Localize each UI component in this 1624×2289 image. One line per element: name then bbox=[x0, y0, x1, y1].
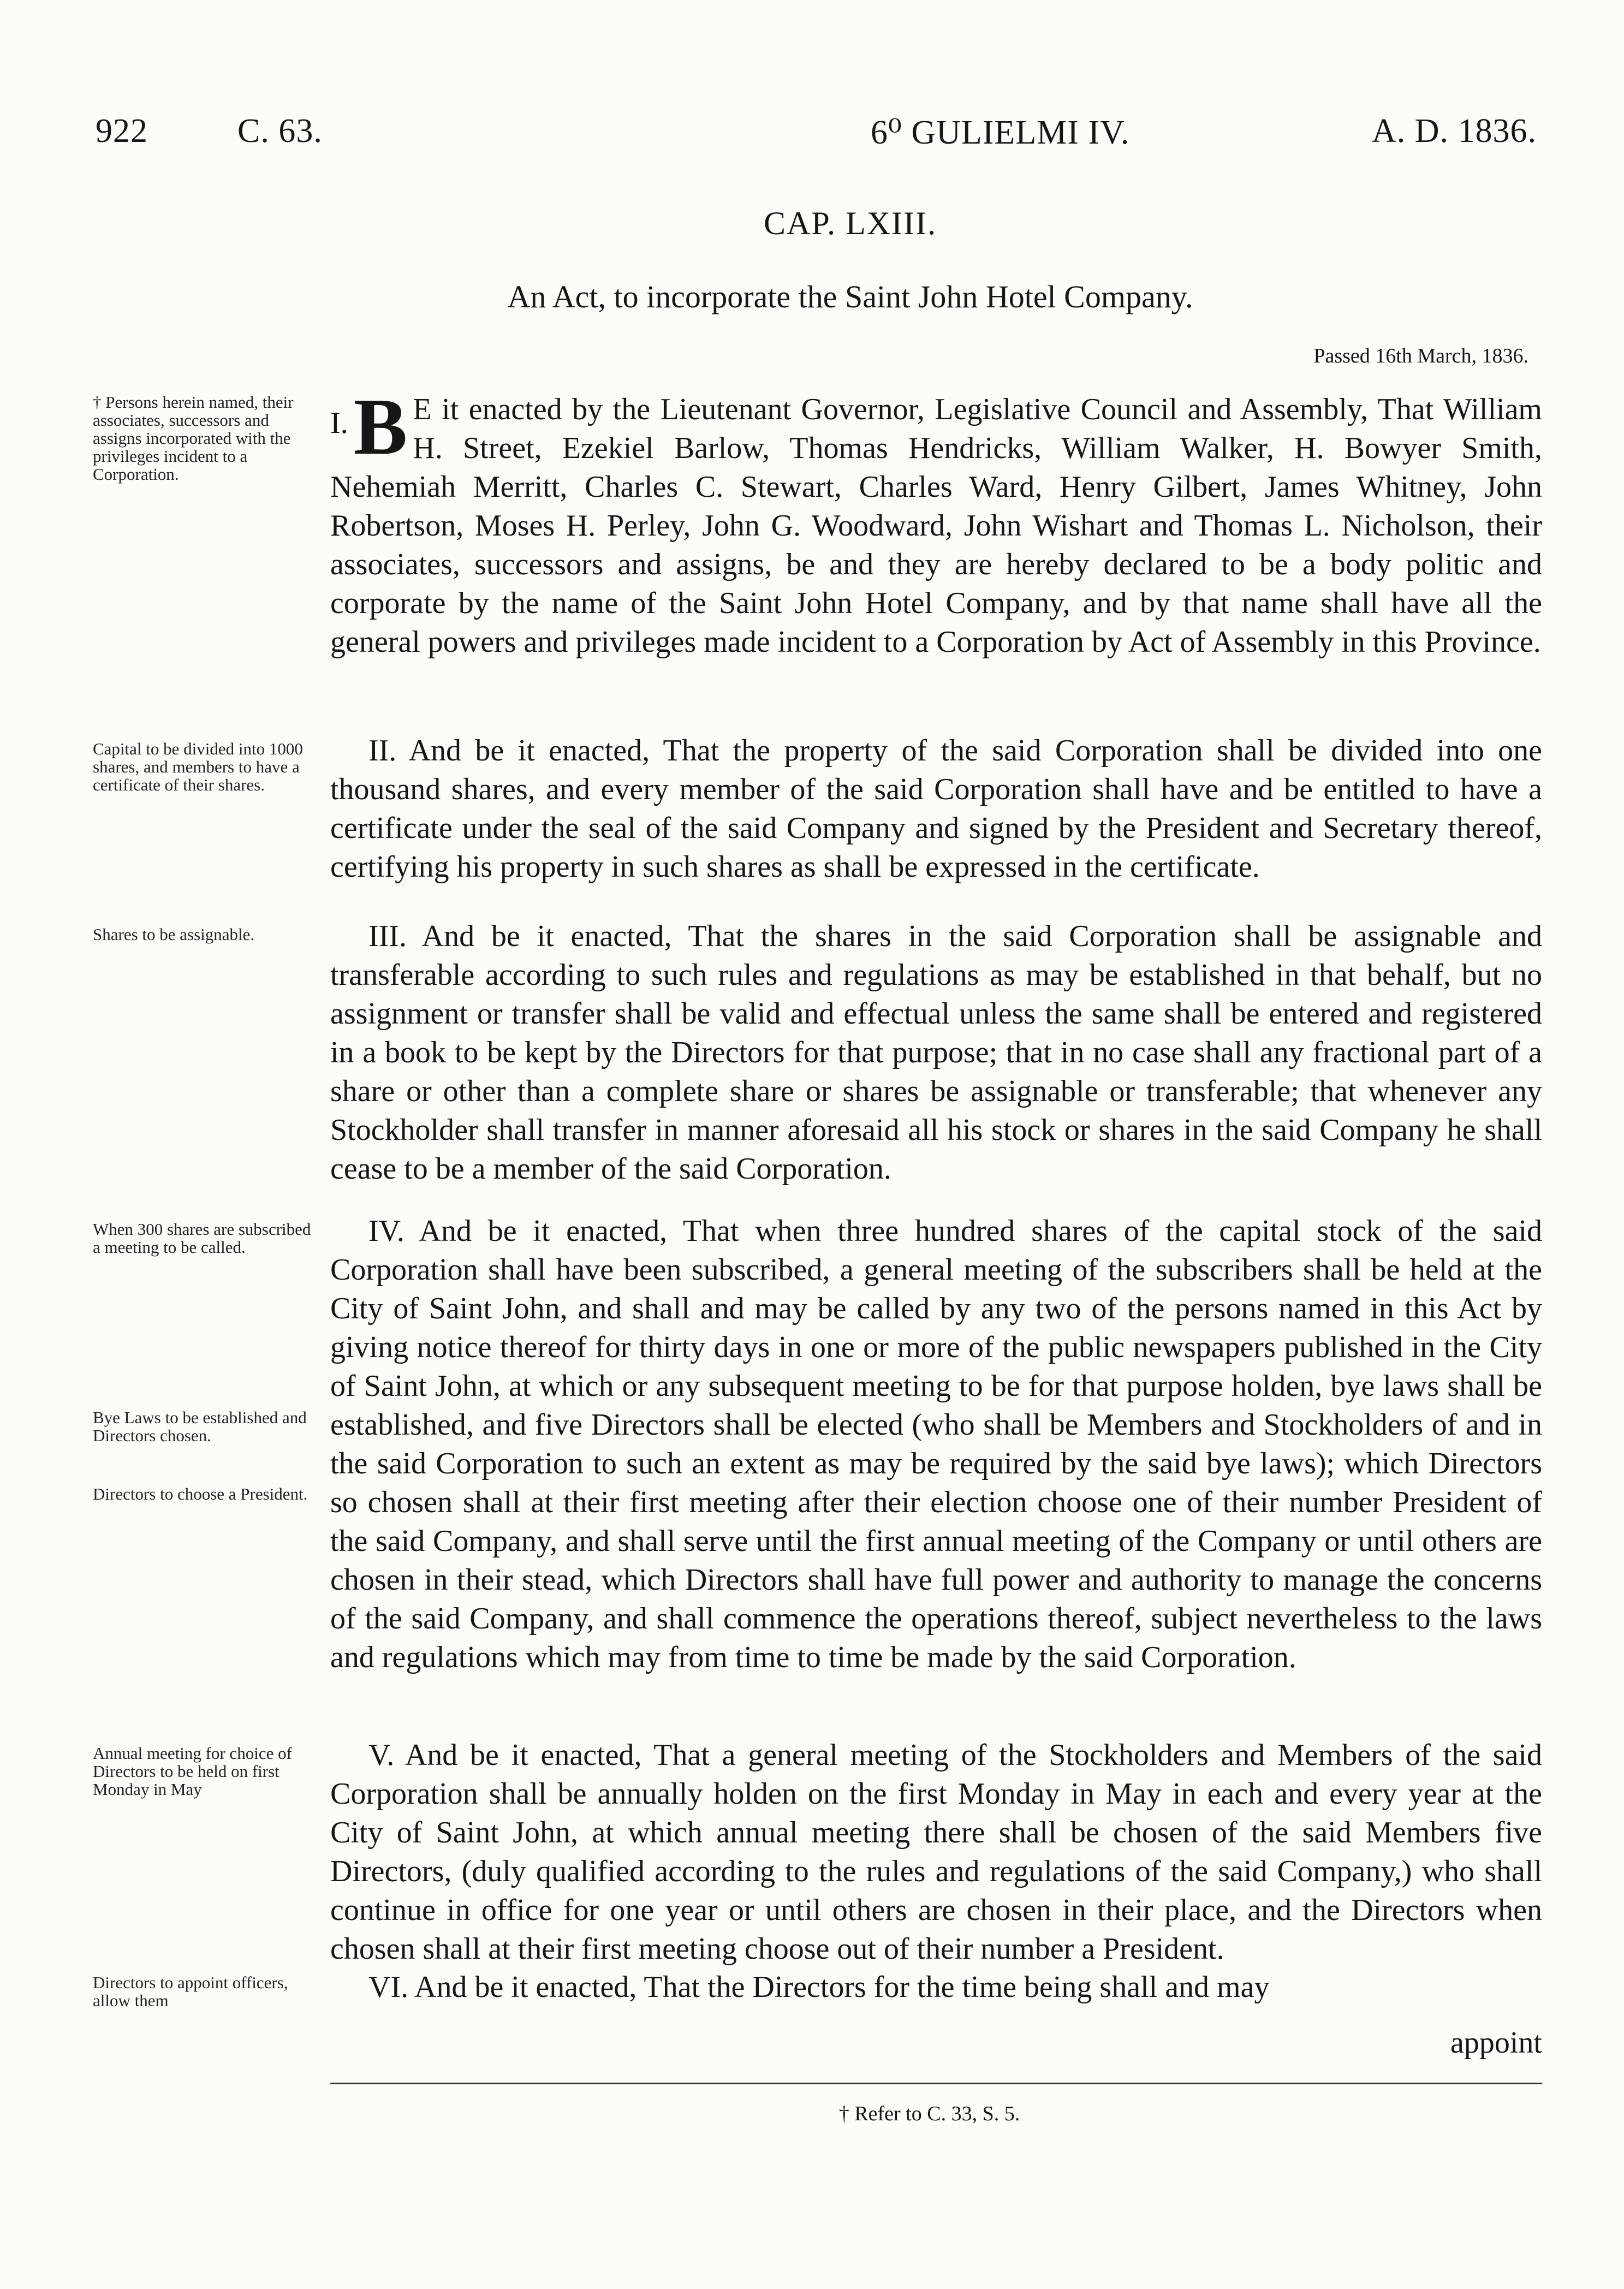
chapter-reference: C. 63. bbox=[237, 112, 323, 150]
passed-date: Passed 16th March, 1836. bbox=[1313, 344, 1528, 367]
margin-note-officers: Directors to appoint officers, allow them bbox=[93, 1973, 288, 2010]
margin-note-incorporation: † Persons herein named, their associates, successors and assigns incorporated with the privileges incident to a Corporation. bbox=[93, 393, 294, 484]
section-5-text: V. And be it enacted, That a general meeting of the Stockholders and Members of the said Corporation shall be annually holden on the first Monday in May in each and every year at the City of Saint John, at which annual meeting there shall be chosen of the said Members five Directors, (duly qualified according to the rules and regulations of the said Company,) who shall continue in office for one year or until others are chosen in their place, and the Directors when chosen shall at their first meeting choose out of their number a President. bbox=[330, 1738, 1542, 1966]
regnal-year: 6⁰ GULIELMI IV. bbox=[871, 114, 1130, 151]
section-3 bbox=[330, 917, 1542, 1188]
section-4-text: IV. And be it enacted, That when three hundred shares of the capital stock of the said Corporation shall have been subscribed, a general meeting of the subscribers shall be held at the City of Saint John, and shall and may be called by any two of the persons named in this Act by giving notice thereof for thirty days in one or more of the public newspapers published in the City of Saint John, at which or any subsequent meeting to be for that purpose holden, bye laws shall be established, and five Directors shall be elected (who shall be Members and Stockholders of and in the said Corporation to such an extent as may be required by the said bye laws); which Directors so chosen shall at their first meeting after their election choose one of their number President of the said Company, and shall serve until the first annual meeting of the Company or until others are chosen in their stead, which Directors shall have full power and authority to manage the concerns of the said Company, and shall commence the operations thereof, subject nevertheless to the laws and regulations which may from time to time be made by the said Corporation. bbox=[330, 1214, 1542, 1674]
margin-note-annual-meeting: Annual meeting for choice of Directors to be held on first Monday in May bbox=[93, 1744, 292, 1799]
footnote: † Refer to C. 33, S. 5. bbox=[838, 2102, 1020, 2125]
section-1 bbox=[330, 382, 1542, 662]
catchword: appoint bbox=[1450, 2026, 1542, 2060]
section-1-numeral: I. bbox=[330, 406, 348, 440]
section-3-text: III. And be it enacted, That the shares in the said Corporation shall be assignable and transferable according to such rules and regulations as may be established in that behalf, but no assignment or transfer shall be valid and effectual unless the same shall be entered and registered in a book to be kept by the Directors for that purpose; that in no case shall any fractional part of a share or other than a complete share or shares be assignable or transferable; that whenever any Stockholder shall transfer in manner aforesaid all his stock or shares in the said Company he shall cease to be a member of the said Corporation. bbox=[330, 919, 1542, 1186]
running-header bbox=[96, 112, 1537, 150]
section-6-text: VI. And be it enacted, That the Directors for the time being shall and may bbox=[368, 1970, 1270, 2004]
section-4 bbox=[330, 1212, 1542, 1677]
footnote-rule bbox=[330, 2083, 1542, 2084]
margin-note-capital: Capital to be divided into 1000 shares, and members to have a certificate of their shares. bbox=[93, 739, 303, 794]
drop-cap: B bbox=[353, 382, 406, 472]
margin-note-shares-assignable: Shares to be assignable. bbox=[93, 925, 255, 944]
margin-note-president: Directors to choose a President. bbox=[93, 1484, 308, 1503]
section-6 bbox=[330, 1968, 1542, 2007]
calendar-year: A. D. 1836. bbox=[1371, 112, 1537, 150]
margin-note-bye-laws: Bye Laws to be established and Directors chosen. bbox=[93, 1408, 307, 1445]
section-2-text: II. And be it enacted, That the property of the said Corporation shall be divided into one thousand shares, and every member of the said Corporation shall have and be entitled to have a certificate under the seal of the said Company and signed by the President and Secretary thereof, certifying his property in such shares as shall be expressed in the certificate. bbox=[330, 734, 1542, 884]
section-2 bbox=[330, 732, 1542, 887]
act-title: An Act, to incorporate the Saint John Hotel Company. bbox=[507, 279, 1193, 314]
margin-note-meeting: When 300 shares are subscribed a meeting to be called. bbox=[93, 1220, 311, 1257]
section-5 bbox=[330, 1736, 1542, 1969]
section-1-text: E it enacted by the Lieutenant Governor, Legislative Council and Assembly, That William H. Street, Ezekiel Barlow, Thomas Hendricks, William Walker, H. Bowyer Smith, Nehemiah Merritt, Charles C. Stewart, Charles Ward, Henry Gilbert, James Whitney, John Robertson, Moses H. Perley, John G. Woodward, John Wishart and Thomas L. Nicholson, their associates, successors and assigns, be and they are hereby declared to be a body politic and corporate by the name of the Saint John Hotel Company, and by that name shall have all the general powers and privileges made incident to a Corporation by Act of Assembly in this Province. bbox=[330, 393, 1542, 659]
chapter-title: CAP. LXIII. bbox=[764, 205, 937, 241]
page-number: 922 bbox=[96, 112, 148, 150]
